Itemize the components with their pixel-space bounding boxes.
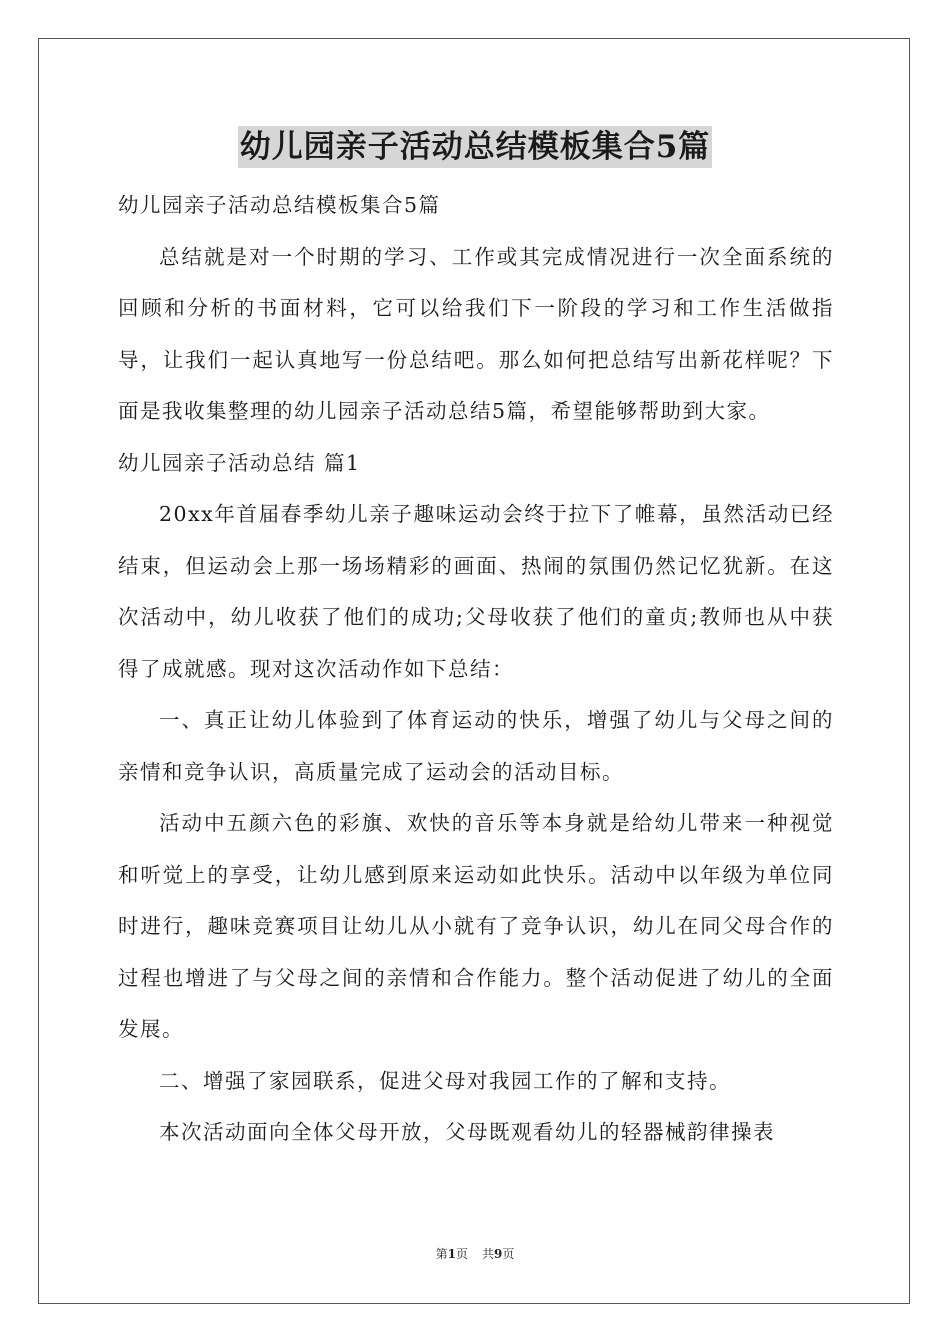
paragraph-intro: 总结就是对一个时期的学习、工作或其完成情况进行一次全面系统的回顾和分析的书面材料，它可以给我们下一阶段的学习和工作生活做指导，让我们一起认真地写一份总结吧。那么如何把总结写出新花样呢？下面是我收集整理的幼儿园亲子活动总结5篇，希望能够帮助到大家。 [118,244,834,423]
document-body [118,180,834,1159]
paragraph-subtitle: 幼儿园亲子活动总结模板集合5篇 [118,193,441,217]
total-prefix: 共 [482,1247,495,1261]
paragraph: 20xx年首届春季幼儿亲子趣味运动会终于拉下了帷幕，虽然活动已经结束，但运动会上那一场场精彩的画面、热闹的氛围仍然记忆犹新。在这次活动中，幼儿收获了他们的成功;父母收获了他们的童贞;教师也从中获得了成就感。现对这次活动作如下总结： [118,502,834,681]
paragraph-point-two: 二、增强了家园联系，促进父母对我园工作的了解和支持。 [159,1068,731,1093]
title-container [0,126,950,168]
page-footer [0,1246,950,1262]
section-heading: 幼儿园亲子活动总结 篇1 [118,450,361,475]
total-page-number: 9 [494,1247,503,1261]
document-title: 幼儿园亲子活动总结模板集合5篇 [238,126,713,168]
current-page-number: 1 [447,1247,456,1261]
page-unit: 页 [455,1247,468,1261]
paragraph-point-one: 一、真正让幼儿体验到了体育运动的快乐，增强了幼儿与父母之间的亲情和竞争认识，高质量完成了运动会的活动目标。 [118,708,834,784]
total-unit: 页 [502,1247,515,1261]
paragraph: 本次活动面向全体父母开放，父母既观看幼儿的轻器械韵律操表 [159,1120,775,1144]
paragraph: 活动中五颜六色的彩旗、欢快的音乐等本身就是给幼儿带来一种视觉和听觉上的享受，让幼儿感到原来运动如此快乐。活动中以年级为单位同时进行，趣味竞赛项目让幼儿从小就有了竞争认识，幼儿在同父母合作的过程也增进了与父母之间的亲情和合作能力。整个活动促进了幼儿的全面发展。 [118,811,834,1041]
page-prefix: 第 [435,1247,448,1261]
